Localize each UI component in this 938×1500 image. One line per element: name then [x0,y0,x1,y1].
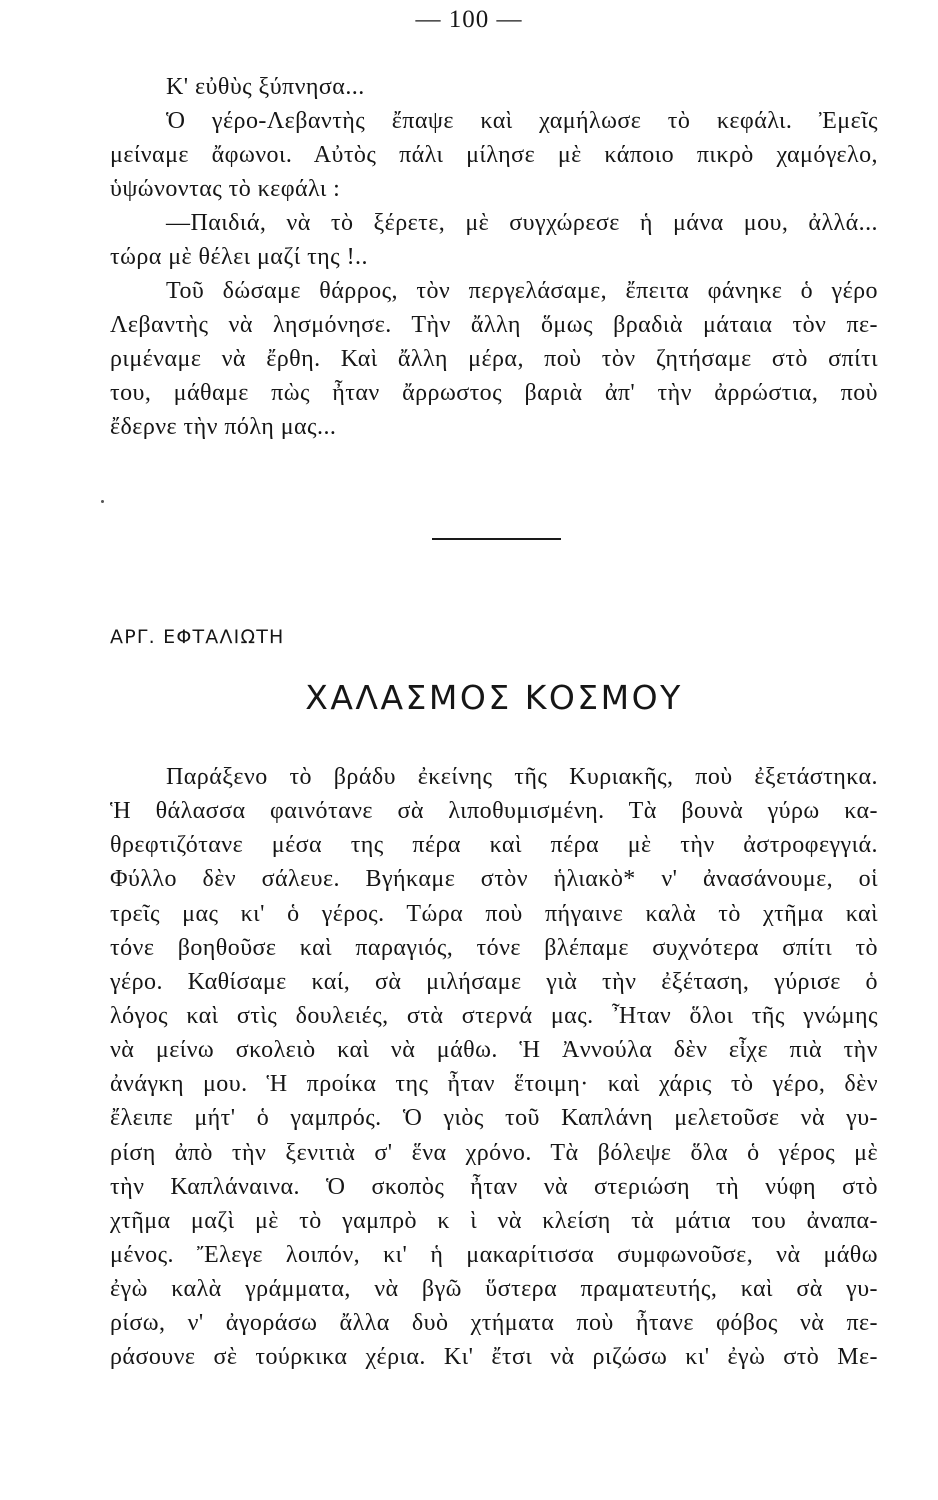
text-line: Τοῦ δώσαμε θάρρος, τὸν περγελάσαμε, ἔπειτα φάνηκε ὁ γέρο [166,278,878,304]
author-name: ΑΡΓ. ΕΦΤΑΛΙΩΤΗ [110,626,285,648]
page-number: — 100 — [415,6,523,33]
text-line: θρεφτιζότανε μέσα της πέρα καὶ πέρα μὲ τὴν ἀστροφεγγιά. [110,832,878,859]
new-story-text [110,760,878,1375]
text-line: ριμέναμε νὰ ἔρθη. Καὶ ἄλλη μέρα, ποὺ τὸν ζητήσαμε στὸ σπίτι [110,346,878,372]
text-line: ἀνάγκη μου. Ἡ προίκα της ἦταν ἕτοιμη· καὶ χάρις τὸ γέρο, δὲν [110,1071,878,1098]
text-line: ἔδερνε τὴν πόλη μας... [110,414,337,440]
text-line: τόνε βοηθοῦσε καὶ παραγιός, τόνε βλέπαμε συχνότερα σπίτι τὸ [110,934,878,961]
text-line: μένος. Ἔλεγε λοιπόν, κι' ἡ μακαρίτισσα συμφωνοῦσε, νὰ μάθω [110,1241,878,1268]
text-line: τρεῖς μας κι' ὁ γέρος. Τώρα ποὺ πήγαινε καλὰ τὸ χτῆμα καὶ [110,900,878,927]
text-line: Λεβαντὴς νὰ λησμόνησε. Τὴν ἄλλη ὅμως βραδιὰ μάταια τὸν πε- [110,312,878,338]
text-line: τώρα μὲ θέλει μαζί της !.. [110,244,368,270]
text-line: ὑψώνοντας τὸ κεφάλι : [110,176,341,202]
text-line: ρίσω, ν' ἀγοράσω ἄλλα δυὸ χτήματα ποὺ ἦτανε φόβος νὰ πε- [110,1310,878,1337]
text-line: Ὁ γέρο-Λεβαντὴς ἔπαψε καὶ χαμήλωσε τὸ κεφάλι. Ἐμεῖς [166,108,878,134]
text-line: —Παιδιά, νὰ τὸ ξέρετε, μὲ συγχώρεσε ἡ μάνα μου, ἀλλά... [166,210,878,236]
text-line: ἔλειπε μήτ' ὁ γαμπρός. Ὁ γιὸς τοῦ Καπλάνη μελετοῦσε νὰ γυ- [110,1105,878,1132]
text-line: Κ' εὐθὺς ξύπνησα... [166,74,365,100]
story-title: ΧΑΛΑΣΜΟΣ ΚΟΣΜΟΥ [305,678,683,717]
text-line: γέρο. Καθίσαμε καί, σὰ μιλήσαμε γιὰ τὴν ἐξέταση, γύρισε ὁ [110,968,878,995]
text-line: μείναμε ἄφωνοι. Αὐτὸς πάλι μίλησε μὲ κάποιο πικρὸ χαμόγελο, [110,142,878,168]
text-line: του, μάθαμε πὼς ἦταν ἄρρωστος βαριὰ ἀπ' τὴν ἀρρώστια, ποὺ [110,380,878,406]
previous-story-text [110,70,878,444]
text-line: χτῆμα μαζὶ μὲ τὸ γαμπρὸ κ ὶ νὰ κλείση τὰ μάτια του ἀναπα- [110,1207,878,1234]
text-line: Ἡ θάλασσα φαινότανε σὰ λιποθυμισμένη. Τὰ βουνὰ γύρω κα- [110,798,878,825]
text-line: Φύλλο δὲν σάλευε. Βγήκαμε στὸν ἡλιακὸ* ν' ἀνασάνουμε, οἱ [110,866,878,893]
text-line: ρίση ἀπὸ τὴν ξενιτιὰ σ' ἕνα χρόνο. Τὰ βόλεψε ὅλα ὁ γέρος μὲ [110,1139,878,1166]
text-line: τὴν Καπλάναινα. Ὁ σκοπὸς ἦταν νὰ στεριώση τὴ νύφη στὸ [110,1173,878,1200]
text-line: ἐγὼ καλὰ γράμματα, νὰ βγῶ ὕστερα πραματευτής, καὶ σὰ γυ- [110,1276,878,1303]
text-line: Παράξενο τὸ βράδυ ἐκείνης τῆς Κυριακῆς, ποὺ ἐξετάστηκα. [166,764,878,790]
text-line: ράσουνε σὲ τούρκικα χέρια. Κι' ἔτσι νὰ ριζώσω κι' ἐγὼ στὸ Με- [110,1344,878,1371]
text-line: λόγος καὶ στὶς δουλειές, στὰ στερνά μας. Ἦταν ὅλοι τῆς γνώμης [110,1002,878,1029]
text-line: νὰ μείνω σκολειὸ καὶ νὰ μάθω. Ἡ Ἀννούλα δὲν εἶχε πιὰ τὴν [110,1037,878,1064]
print-speck [101,500,104,503]
section-divider [432,538,561,540]
